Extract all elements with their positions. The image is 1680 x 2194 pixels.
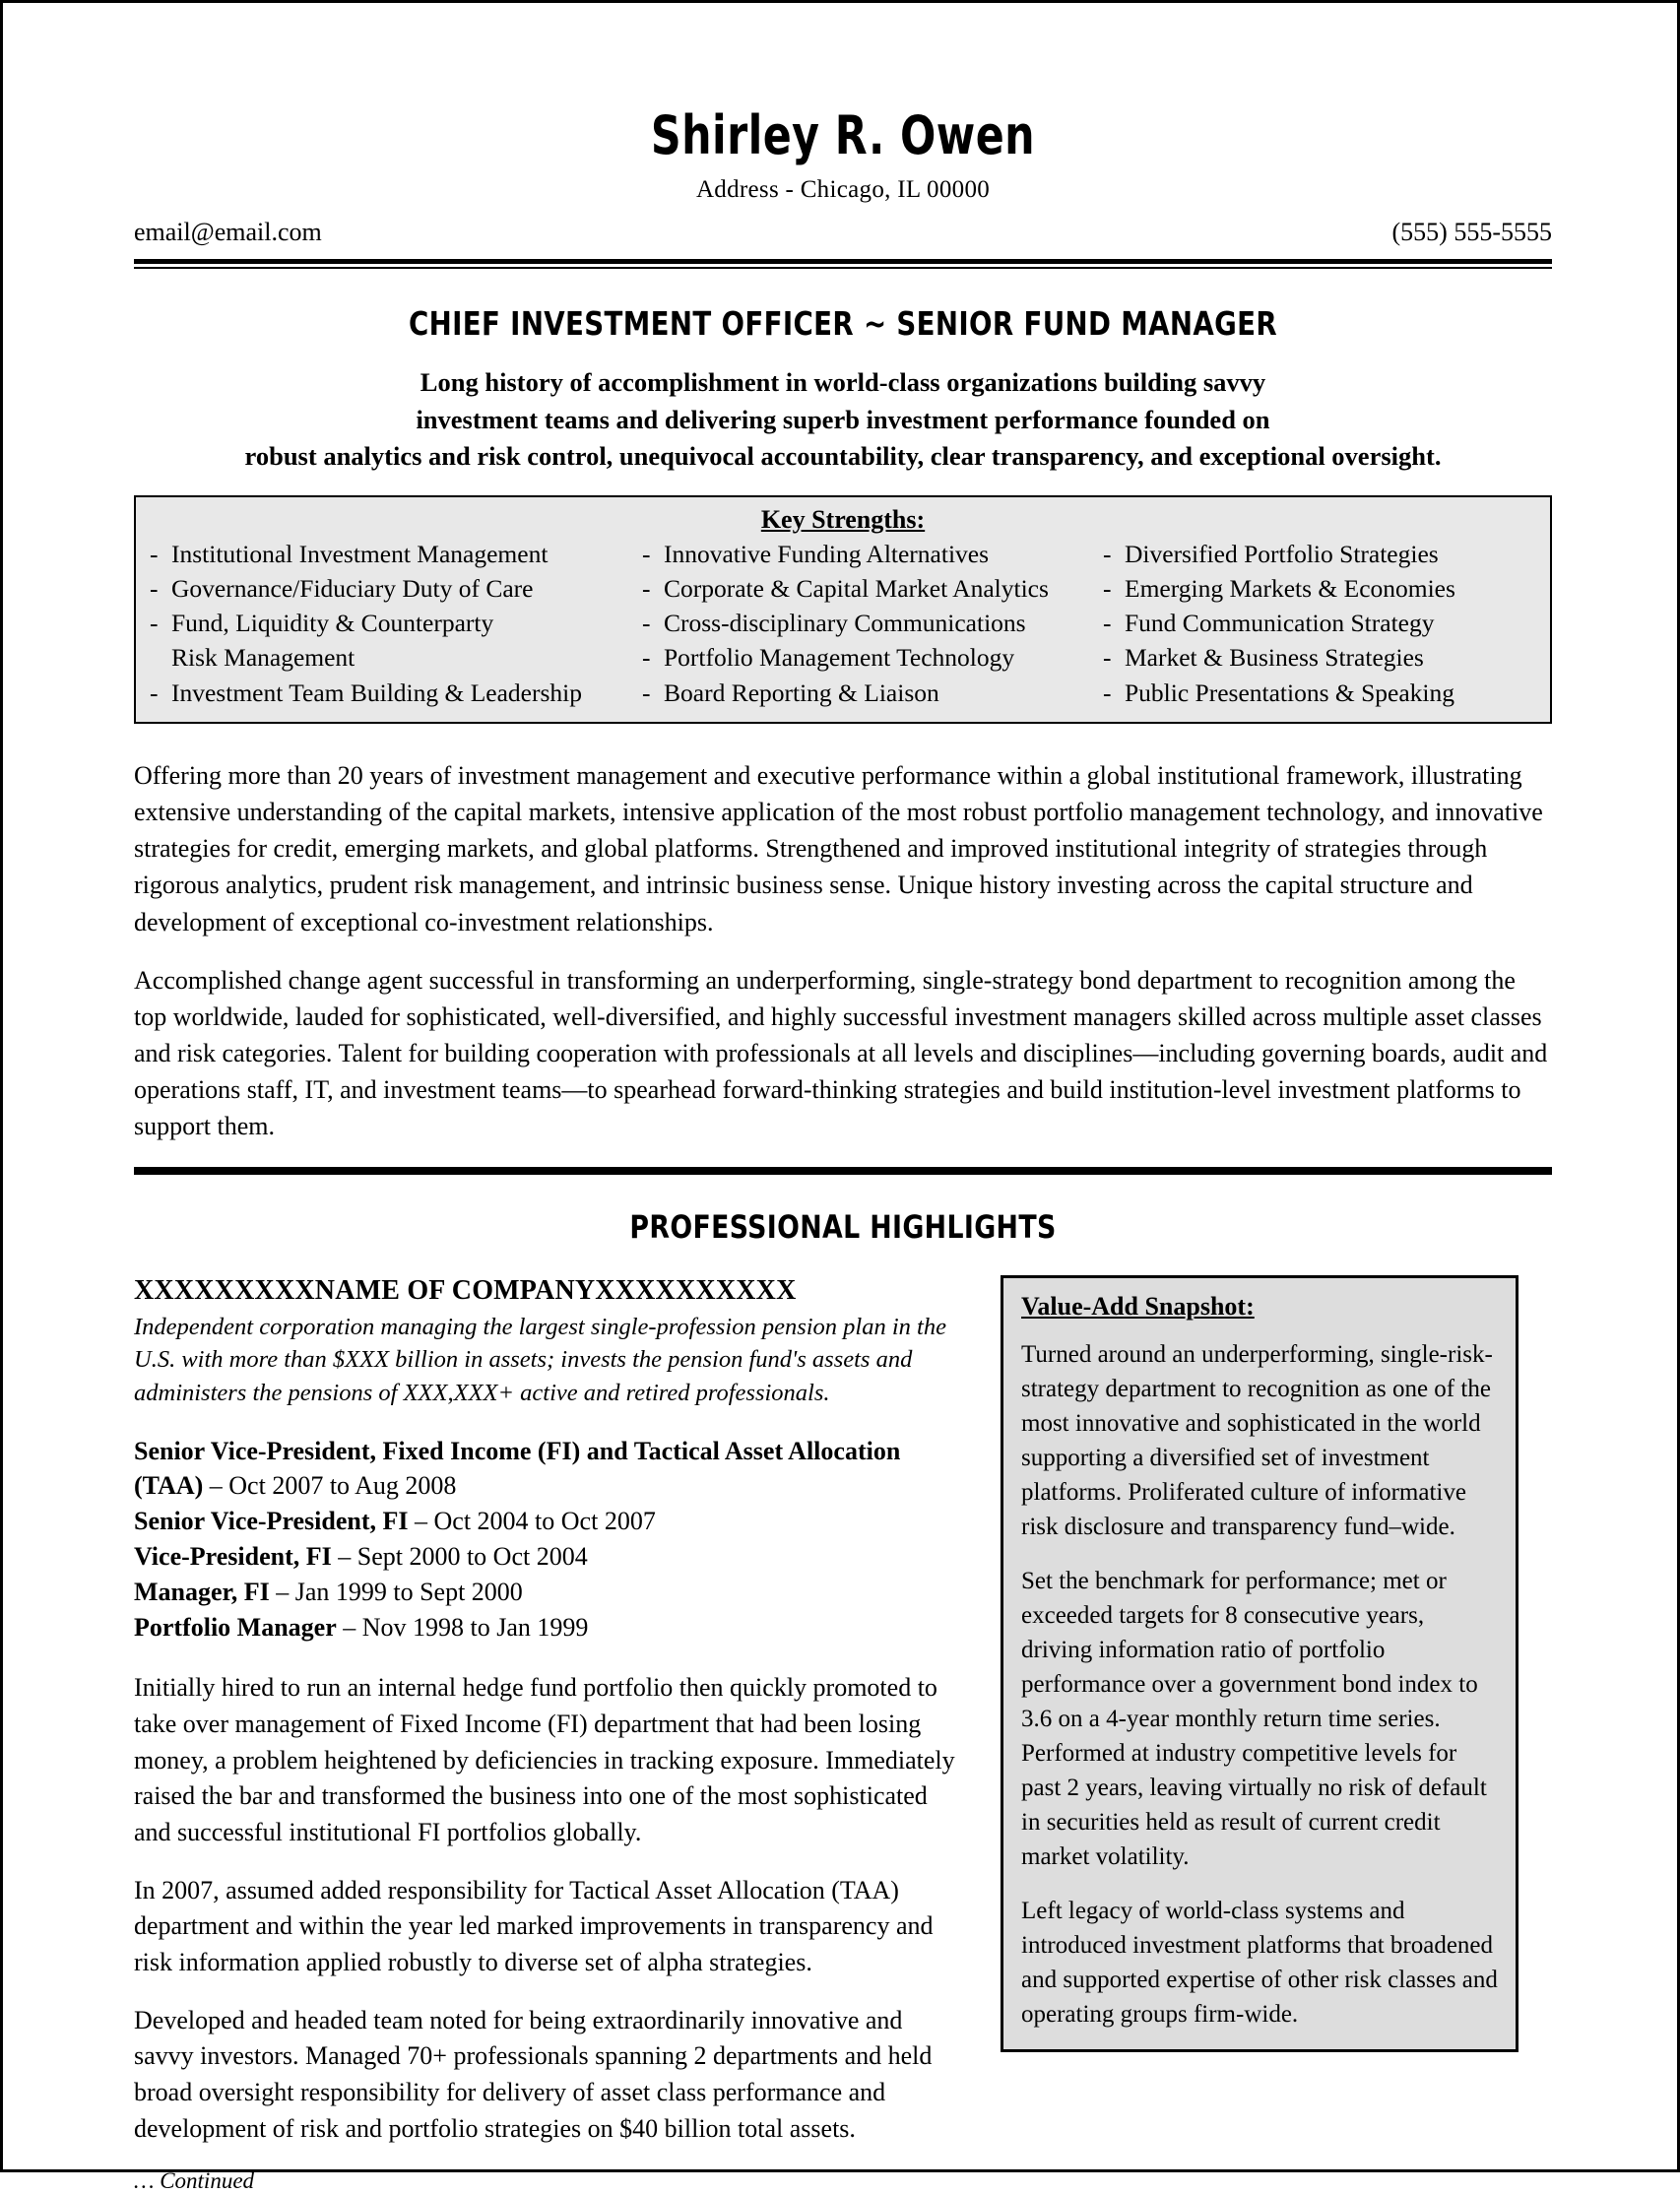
key-strength-label: Cross-disciplinary Communications: [664, 609, 1026, 638]
bullet-dash-icon: -: [642, 574, 651, 604]
tagline-line-3: robust analytics and risk control, unequivocal accountability, clear transparency, and exceptional oversight.: [244, 441, 1442, 472]
candidate-name: Shirley R. Owen: [650, 104, 1036, 166]
bullet-dash-icon: -: [642, 643, 651, 673]
role-dates: – Oct 2007 to Aug 2008: [203, 1471, 457, 1501]
bullet-dash-icon: -: [1103, 539, 1112, 568]
key-strength-item: [1103, 571, 1556, 606]
tagline-line-1: Long history of accomplishment in world-class organizations building savvy: [420, 367, 1266, 397]
key-strength-item: [1103, 606, 1556, 640]
role-title: Portfolio Manager: [134, 1613, 337, 1643]
key-strength-label: Public Presentations & Speaking: [1125, 678, 1455, 707]
experience-column: [134, 1275, 1001, 2194]
key-strengths-heading: Key Strengths:: [760, 504, 926, 534]
key-strength-item: [642, 537, 1103, 571]
phone-text: (555) 555-5555: [1391, 218, 1552, 246]
role-dates: – Jan 1999 to Sept 2000: [269, 1578, 523, 1607]
key-strength-label: Fund, Liquidity & Counterparty: [171, 609, 494, 638]
key-strength-label: Investment Team Building & Leadership: [171, 678, 582, 707]
email-text: email@email.com: [134, 218, 322, 246]
page-content: [134, 3, 1552, 2194]
target-job-title: CHIEF INVESTMENT OFFICER ~ SENIOR FUND MANAGER: [408, 304, 1278, 343]
narrative-paragraph-3: Developed and headed team noted for being extraordinarily innovative and savvy investors. Managed 70+ professionals spanning 2 departments and held broad oversight responsibility for delivery of asset class performance and development of risk and portfolio strategies on $40 billion total assets.: [134, 2005, 933, 2143]
key-strength-item: [1103, 640, 1556, 675]
snapshot-paragraph-1: Turned around an underperforming, single-risk-strategy department to recognition as one of the most innovative and sophisticated in the world supporting a diversified set of investment platforms. Proliferated culture of informative risk disclosure and transparency fund–wide.: [1021, 1340, 1493, 1540]
bullet-dash-icon: -: [150, 574, 159, 604]
bullet-dash-icon: -: [150, 539, 159, 568]
header-divider: [134, 259, 1552, 269]
role-title: Senior Vice-President, FI: [134, 1507, 409, 1536]
bullet-dash-icon: -: [150, 609, 159, 638]
key-strength-label: Portfolio Management Technology: [664, 643, 1015, 673]
key-strength-label: Institutional Investment Management: [171, 539, 549, 568]
candidate-address: Address - Chicago, IL 00000: [695, 176, 991, 203]
contact-row: [134, 218, 1552, 247]
role-dates: – Oct 2004 to Oct 2007: [408, 1507, 656, 1536]
key-strengths-column-2: [642, 537, 1103, 710]
bullet-dash-icon: -: [1103, 609, 1112, 638]
key-strength-item: [642, 640, 1103, 675]
role-title: Vice-President, FI: [134, 1542, 332, 1572]
key-strength-item: [642, 571, 1103, 606]
role-title: Senior Vice-President, Fixed Income (FI) and Tactical Asset Allocation (TAA): [134, 1436, 901, 1501]
roles-list: [134, 1434, 967, 1646]
bullet-dash-icon: -: [1103, 643, 1112, 673]
tagline-line-2: investment teams and delivering superb investment performance founded on: [416, 404, 1270, 434]
role-dates: – Sept 2000 to Oct 2004: [331, 1542, 588, 1572]
bullet-dash-icon: -: [642, 678, 651, 707]
key-strength-item: [1103, 537, 1556, 571]
bullet-dash-icon: -: [1103, 678, 1112, 707]
key-strength-label: Emerging Markets & Economies: [1125, 574, 1455, 604]
key-strengths-column-1: [150, 537, 642, 710]
value-add-snapshot-box: [1001, 1275, 1518, 2052]
role-entry: [134, 1504, 967, 1538]
role-entry: [134, 1434, 967, 1503]
continued-label: … Continued: [134, 2168, 255, 2194]
bullet-dash-icon: -: [1103, 574, 1112, 604]
key-strengths-box: [134, 495, 1552, 724]
snapshot-paragraph-3: Left legacy of world-class systems and introduced investment platforms that broadened and supported expertise of other risk classes and operating groups firm-wide.: [1021, 1897, 1498, 2028]
key-strengths-columns: [150, 537, 1536, 710]
summary-paragraph-2: Accomplished change agent successful in transforming an underperforming, single-strategy bond department to recognition among the top worldwide, lauded for sophisticated, well-diversified, and highly successful investment managers skilled across multiple asset classes and risk categories. Talent for building cooperation with professionals at all levels and disciplines—including governing boards, audit and operations staff, IT, and investment teams—to spearhead forward-thinking strategies and build institution-level investment platforms to support them.: [134, 965, 1548, 1141]
tagline: [134, 364, 1552, 476]
key-strength-item: [150, 537, 642, 571]
key-strength-label: Diversified Portfolio Strategies: [1125, 539, 1439, 568]
key-strength-label: Innovative Funding Alternatives: [664, 539, 990, 568]
value-add-snapshot-heading: Value-Add Snapshot:: [1021, 1291, 1255, 1321]
role-entry: [134, 1539, 967, 1574]
highlights-body: [134, 1275, 1552, 2194]
snapshot-paragraph-2: Set the benchmark for performance; met or exceeded targets for 8 consecutive years, driving information ratio of portfolio performance over a government bond index to 3.6 on a 4-year monthly return time series. Performed at industry competitive levels for past 2 years, leaving virtually no risk of default in securities held as result of current credit market volatility.: [1021, 1567, 1487, 1870]
key-strength-label: Risk Management: [171, 643, 355, 673]
key-strength-label: Market & Business Strategies: [1125, 643, 1424, 673]
bullet-dash-icon: -: [150, 678, 159, 707]
key-strength-item: [642, 676, 1103, 710]
key-strength-item: [150, 640, 642, 675]
bullet-dash-icon: -: [642, 609, 651, 638]
professional-highlights-heading: PROFESSIONAL HIGHLIGHTS: [629, 1207, 1057, 1246]
key-strength-item: [642, 606, 1103, 640]
professional-summary: [134, 757, 1552, 1145]
company-name: XXXXXXXXXNAME OF COMPANYXXXXXXXXXX: [134, 1274, 797, 1306]
bullet-dash-icon: -: [642, 539, 651, 568]
key-strength-item: [150, 676, 642, 710]
value-add-snapshot-body: [1021, 1337, 1498, 2032]
key-strength-label: Fund Communication Strategy: [1125, 609, 1435, 638]
key-strengths-column-3: [1103, 537, 1556, 710]
role-title: Manager, FI: [134, 1578, 270, 1607]
key-strength-label: Corporate & Capital Market Analytics: [664, 574, 1049, 604]
key-strength-label: Board Reporting & Liaison: [664, 678, 939, 707]
key-strength-item: [1103, 676, 1556, 710]
role-entry: [134, 1610, 967, 1645]
sidebar-column: [1001, 1275, 1518, 2052]
key-strength-item: [150, 571, 642, 606]
role-dates: – Nov 1998 to Jan 1999: [336, 1613, 589, 1643]
narrative-paragraph-2: In 2007, assumed added responsibility for Tactical Asset Allocation (TAA) department and within the year led marked improvements in transparency and risk information applied robustly to diverse set of alpha strategies.: [134, 1875, 934, 1977]
narrative-paragraph-1: Initially hired to run an internal hedge fund portfolio then quickly promoted to take over management of Fixed Income (FI) department that had been losing money, a problem heightened by deficiencies in tracking exposure. Immediately raised the bar and transformed the business into one of the most sophisticated and successful institutional FI portfolios globally.: [134, 1673, 955, 1847]
role-entry: [134, 1575, 967, 1609]
role-narrative: [134, 1670, 967, 2147]
key-strength-label: Governance/Fiduciary Duty of Care: [171, 574, 534, 604]
key-strength-item: [150, 606, 642, 640]
company-description: Independent corporation managing the largest single-profession pension plan in the U.S. with more than $XXX billion in assets; invests the pension fund's assets and administers the pensions of XXX,XXX+ active and retired professionals.: [134, 1313, 946, 1407]
summary-paragraph-1: Offering more than 20 years of investment management and executive performance within a global institutional framework, illustrating extensive understanding of the capital markets, intensive application of the most robust portfolio management technology, and innovative strategies for credit, emerging markets, and global platforms. Strengthened and improved institutional integrity of strategies through rigorous analytics, prudent risk management, and intrinsic business sense. Unique history investing across the capital structure and development of exceptional co-investment relationships.: [134, 760, 1543, 936]
section-divider: [134, 1167, 1552, 1175]
